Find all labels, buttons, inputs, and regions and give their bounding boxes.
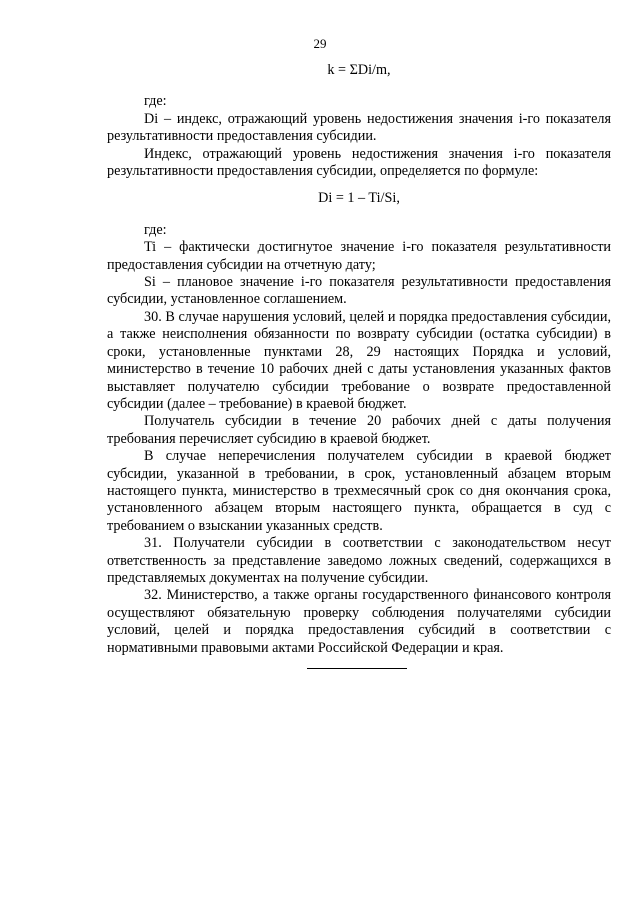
paragraph-30-third: В случае неперечисления получателем субсидии в краевой бюджет субсидии, указанной в требовании, в срок, установленный абзацем вторым настоящего пункта, министерство в трехмесячный срок со дня окончания срока, установленного абзацем вторым настоящего пункта, обращается в суд с требованием о взыскании указанных средств.: [107, 448, 611, 534]
formula-k: k = ΣDi/m,: [327, 62, 391, 78]
ti-definition: Ti – фактически достигнутое значение i-го показателя результативности предоставления субсидии на отчетную дату;: [107, 239, 611, 273]
where-label-2: где:: [144, 221, 167, 238]
di-definition: Di – индекс, отражающий уровень недостижения значения i-го показателя результативности предоставления субсидии.: [107, 110, 611, 145]
paragraph-31: 31. Получатели субсидии в соответствии с законодательством несут ответственность за представление заведомо ложных сведений, содержащихся в представляемых документах на получение субсидии.: [107, 535, 611, 586]
si-definition: Si – плановое значение i-го показателя результативности предоставления субсидии, установленное соглашением.: [107, 274, 611, 308]
document-body: [107, 62, 611, 657]
index-paragraph: Индекс, отражающий уровень недостижения значения i-го показателя результативности предоставления субсидии, определяется по формуле:: [107, 145, 611, 180]
paragraph-30-second: Получатель субсидии в течение 20 рабочих дней с даты получения требования перечисляет субсидию в краевой бюджет.: [107, 413, 611, 447]
end-divider: [307, 668, 407, 669]
page-number: 29: [313, 36, 327, 51]
formula-di: Di = 1 – Ti/Si,: [318, 190, 400, 207]
paragraph-32: 32. Министерство, а также органы государственного финансового контроля осуществляют обязательную проверку соблюдения получателями субсидии условий, целей и порядка предоставления субсидий в соответствии с нормативными правовыми актами Российской Федерации и края.: [107, 587, 611, 656]
where-label-1: где:: [144, 93, 167, 110]
paragraph-30: 30. В случае нарушения условий, целей и порядка предоставления субсидии, а также неисполнения обязанности по возврату субсидии (остатка субсидии) в сроки, установленные пунктами 28, 29 настоящих Порядка и условий, министерство в течение 10 рабочих дней с даты установления указанных фактов выставляет получателю субсидии требование о возврате предоставленной субсидии (далее – требование) в краевой бюджет.: [107, 308, 611, 412]
